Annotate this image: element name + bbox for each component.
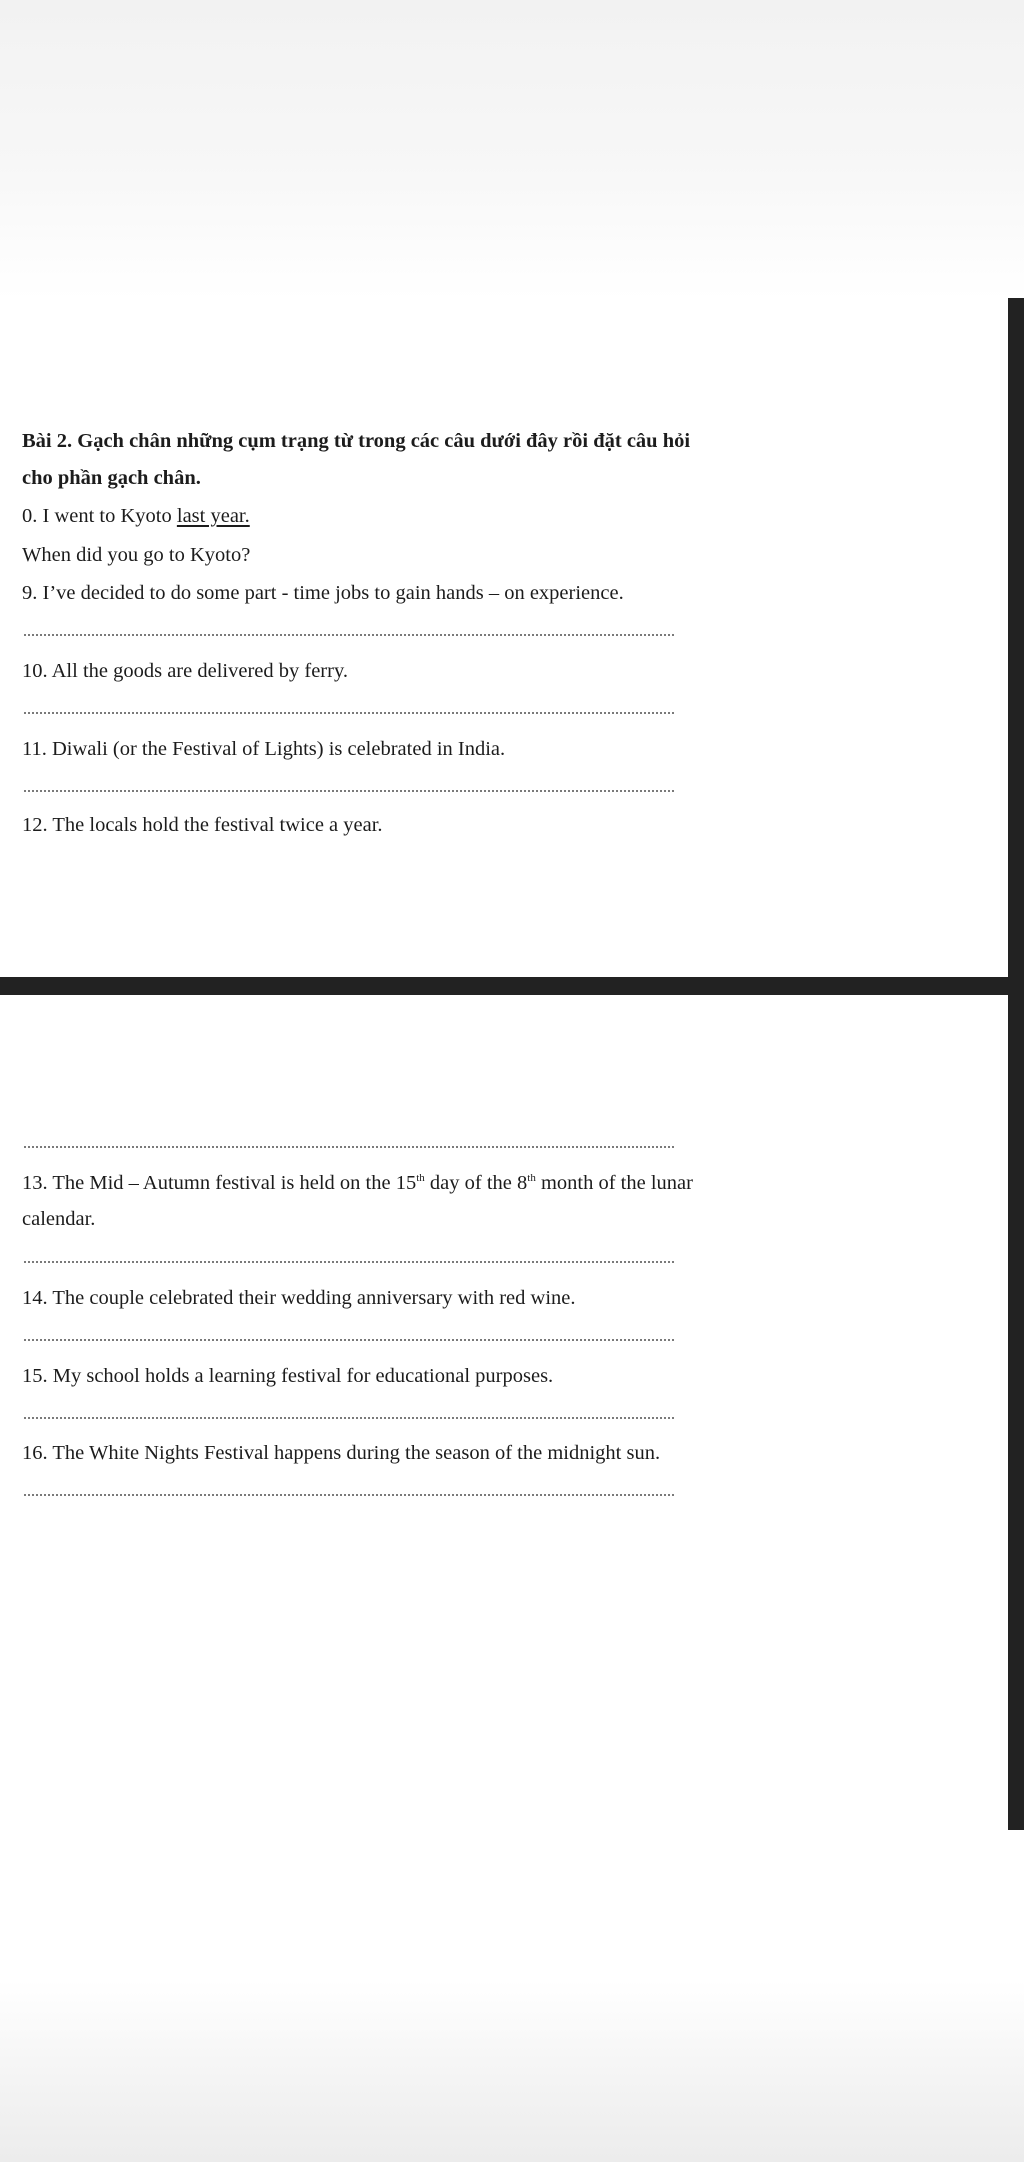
- question-12: 12. The locals hold the festival twice a year.: [22, 814, 383, 836]
- exercise-title-line1: Bài 2. Gạch chân những cụm trạng từ trong các câu dưới đây rồi đặt câu hỏi: [22, 430, 691, 452]
- answer-line-12[interactable]: [24, 1146, 674, 1148]
- example-question-text: 0. I went to Kyoto: [22, 505, 177, 527]
- example-question: [22, 503, 250, 529]
- question-11: 11. Diwali (or the Festival of Lights) is celebrated in India.: [22, 738, 506, 760]
- right-edge-bar-lower: [1008, 995, 1024, 1830]
- answer-line-14[interactable]: [24, 1339, 674, 1341]
- q13-text-c: month of the lunar: [535, 1172, 693, 1194]
- example-underlined-phrase: last year.: [176, 505, 250, 527]
- question-13-line1: [22, 1170, 693, 1196]
- q13-text-a: 13. The Mid – Autumn festival is held on the 15: [22, 1172, 417, 1194]
- answer-line-13[interactable]: [24, 1261, 674, 1263]
- question-14: 14. The couple celebrated their wedding anniversary with red wine.: [22, 1287, 576, 1309]
- answer-line-16[interactable]: [24, 1494, 674, 1496]
- answer-line-11[interactable]: [24, 790, 674, 792]
- answer-line-9[interactable]: [24, 634, 674, 636]
- photo-background-top: [0, 0, 1024, 300]
- question-13-line2: calendar.: [22, 1208, 96, 1230]
- q13-superscript-2: th: [527, 1172, 536, 1185]
- photo-background-bottom: [0, 1980, 1024, 2162]
- q13-superscript-1: th: [416, 1172, 425, 1185]
- q13-text-b: day of the 8: [424, 1172, 528, 1194]
- question-10: 10. All the goods are delivered by ferry.: [22, 660, 348, 682]
- question-15: 15. My school holds a learning festival for educational purposes.: [22, 1365, 554, 1387]
- question-16: 16. The White Nights Festival happens during the season of the midnight sun.: [22, 1442, 661, 1464]
- question-9: 9. I’ve decided to do some part - time jobs to gain hands – on experience.: [22, 582, 624, 604]
- answer-line-10[interactable]: [24, 712, 674, 714]
- exercise-title-line2: cho phần gạch chân.: [22, 467, 201, 489]
- page-separator-bar: [0, 977, 1024, 995]
- answer-line-15[interactable]: [24, 1417, 674, 1419]
- example-answer: When did you go to Kyoto?: [22, 544, 251, 566]
- right-edge-bar-upper: [1008, 298, 1024, 978]
